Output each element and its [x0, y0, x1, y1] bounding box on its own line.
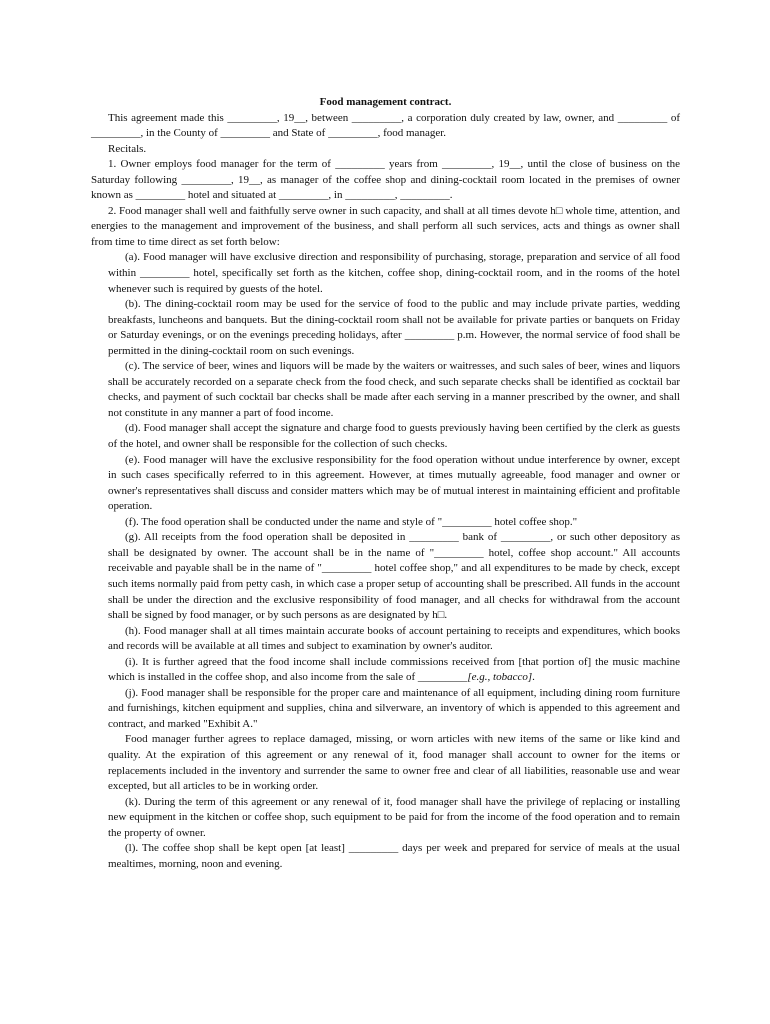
contract-document [91, 95, 680, 872]
clause-2i-text: (i). It is further agreed that the food income shall include commissions received from [that portion of] the music machine which is installed in the coffee shop, and also income from the sale of _________ [108, 655, 680, 684]
clause-2k: (k). During the term of this agreement or any renewal of it, food manager shall have the privilege of replacing or installing new equipment in the kitchen or coffee shop, such equipment to be paid for from the income of the food operation and to remain the property of owner. [108, 795, 680, 839]
clause-2e: (e). Food manager will have the exclusive responsibility for the food operation without undue interference by owner, except in such cases specifically referred to in this agreement. However, at times mutually agreeable, food manager and owner or owner's representatives shall discuss and consider matters which may be of mutual interest in maintaining efficient and profitable operation. [108, 453, 680, 513]
clause-2f: (f). The food operation shall be conducted under the name and style of "_________ hotel coffee shop." [125, 515, 578, 528]
document-title: Food management contract. [319, 96, 452, 108]
clause-2b: (b). The dining-cocktail room may be used for the service of food to the public and may include private parties, wedding breakfasts, luncheons and banquets. But the dining-cocktail room shall not be available for private parties or banquets on Friday or Saturday evenings, or on the evenings preceding holidays, after _________ p.m. However, the normal service of food shall be permitted in the dining-cocktail room on such evenings. [108, 298, 680, 357]
clause-2h: (h). Food manager shall at all times maintain accurate books of account pertaining to receipts and expenditures, which books and records will be available at all times and subject to examination by owner's auditor. [108, 624, 680, 653]
clause-2l: (l). The coffee shop shall be kept open [at least] _________ days per week and prepared for service of meals at the usual mealtimes, morning, noon and evening. [108, 842, 680, 870]
clause-2j-continued: Food manager further agrees to replace damaged, missing, or worn articles with new items of the same or like kind and quality. At the expiration of this agreement or any renewal of it, food manager shall account to owner for the items or replacements included in the inventory and surrender the same to owner free and clear of all liabilities, reasonable use and wear excepted, but all articles to be in working order. [108, 733, 680, 793]
clause-2i-example: [e.g., tobacco] [467, 671, 533, 684]
recitals-heading: Recitals. [108, 142, 147, 155]
clause-2i [91, 655, 680, 686]
clause-2j: (j). Food manager shall be responsible for the proper care and maintenance of all equipment, including dining room furniture and furnishings, kitchen equipment and supplies, china and silverware, an inventory of which is appended to this agreement and contract, and marked "Exhibit A." [108, 686, 680, 730]
clause-2: 2. Food manager shall well and faithfully serve owner in such capacity, and shall at all times devote h□ whole time, attention, and energies to the management and improvement of the business, and shall perform all such services, acts and things as owner shall from time to time direct as set forth below: [91, 204, 680, 248]
clause-2g: (g). All receipts from the food operation shall be deposited in _________ bank of _________, or such other depository as shall be designated by owner. The account shall be in the name of "_________ hotel, coffee shop account." All accounts receivable and payable shall be in the name of "_________ hotel coffee shop," and all expenditures to be made by check, except such items normally paid from petty cash, in which case a proper setup of accounting shall be prescribed. All funds in the account shall be under the direction and the exclusive responsibility of food manager, and all checks for withdrawal from the account shall be signed by food manager, or by such persons as are designated by h□. [108, 531, 680, 622]
intro-paragraph: This agreement made this _________, 19__, between _________, a corporation duly created by law, owner, and _________ of _________, in the County of _________ and State of _________, food manager. [91, 111, 680, 140]
clause-2d: (d). Food manager shall accept the signature and charge food to guests previously having been certified by the clerk as guests of the hotel, and owner shall be responsible for the collection of such checks. [108, 422, 680, 451]
clause-2i-end: . [532, 671, 535, 684]
clause-2a: (a). Food manager will have exclusive direction and responsibility of purchasing, storage, preparation and service of all food within _________ hotel, specifically set forth as the kitchen, coffee shop, dining-cocktail room, and in the rooms of the hotel whenever such is required by guests of the hotel. [108, 251, 680, 295]
clause-2c: (c). The service of beer, wines and liquors will be made by the waiters or waitresses, and such sales of beer, wines and liquors shall be accurately recorded on a separate check from the food check, and such separate checks shall be identified as cocktail bar checks, and payment of such cocktail bar checks shall be made after each serving in a manner prescribed by the owner, and shall not constitute in any manner a part of food income. [108, 360, 680, 419]
clause-1: 1. Owner employs food manager for the term of _________ years from _________, 19__, until the close of business on the Saturday following _________, 19__, as manager of the coffee shop and dining-cocktail room located in the premises of owner known as _________ hotel and situated at _________, in _________, _________. [91, 158, 680, 202]
